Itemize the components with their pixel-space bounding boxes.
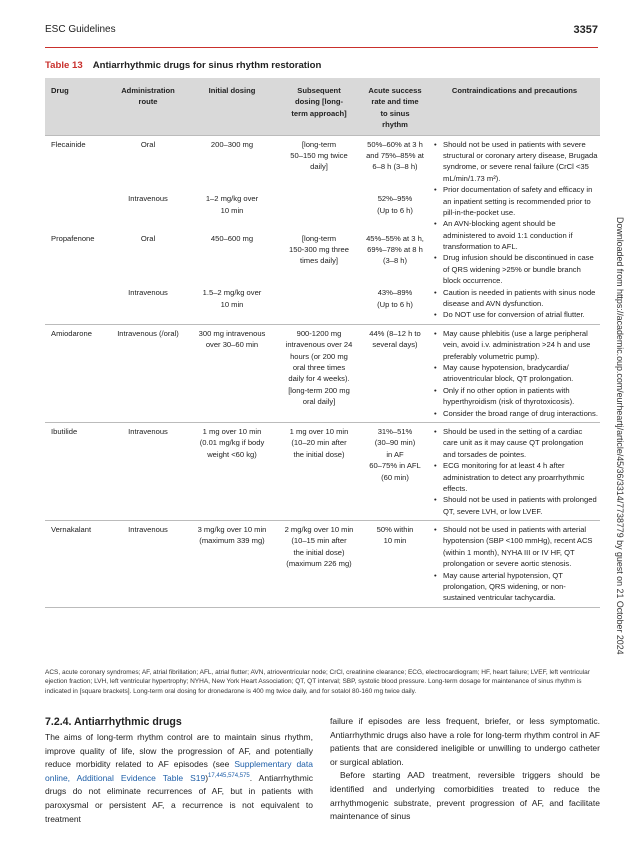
subsequent-cell: [long-term 150-300 mg three times daily] [289, 233, 349, 266]
download-watermark: Downloaded from https://academic.oup.com/eurheartj/article/45/36/3314/7738779 by guest on 21 October 2024 [615, 217, 625, 655]
route-cell: Intravenous [109, 521, 187, 608]
drug-name: Propafenone [51, 233, 95, 243]
list-item: • Should be used in the setting of a cardiac care unit as it may cause QT prolongation and torsades de pointes. [433, 426, 598, 460]
list-item: • Only if no other option in patients with hyperthyroidism (risk of thyrotoxicosis). [433, 385, 598, 408]
subsequent-cell: 1 mg over 10 min (10–20 min after the initial dose) [277, 422, 361, 520]
dosing-cell: 1 mg over 10 min (0.01 mg/kg if body weight <60 kg) [187, 422, 277, 520]
list-item: • Should not be used in patients with arterial hypotension (SBP <100 mmHg), recent ACS (within 1 month), NYHA III or IV HF, QT prolongation or severe aortic stenosis. [433, 524, 598, 570]
list-item: • Should not be used in patients with severe structural or coronary artery disease, Brugada syndrome, or severe renal failure (CrCl <35 mL/min/1.73 m²). [433, 139, 598, 185]
drug-name: Ibutilide [45, 422, 109, 520]
list-item: • May cause arterial hypotension, QT prolongation, QRS widening, or non-sustained ventricular tachycardia. [433, 570, 598, 604]
list-item: • Caution is needed in patients with sinus node disease and AVN dysfunction. [433, 287, 598, 310]
success-cell: 31%–51% (30–90 min) in AF 60–75% in AFL (60 min) [361, 422, 429, 520]
success-cell: 44% (8–12 h to several days) [361, 324, 429, 422]
route-cell: Oral [109, 135, 187, 190]
success-cell: 43%–89% (Up to 6 h) [377, 288, 413, 309]
success-cell: 50%–60% at 3 h and 75%–85% at 6–8 h (3–8 h) [361, 135, 429, 190]
journal-name: ESC Guidelines [45, 24, 116, 35]
header-route: Administration route [109, 78, 187, 135]
drug-name: Vernakalant [45, 521, 109, 608]
table-row-ibutilide [45, 422, 600, 520]
body-column-left [45, 731, 313, 826]
table-row-flecainide-oral [45, 135, 600, 190]
list-item: • ECG monitoring for at least 4 h after administration to detect any proarrhythmic effects. [433, 460, 598, 494]
subsequent-cell: 2 mg/kg over 10 min (10–15 min after the initial dose) (maximum 226 mg) [277, 521, 361, 608]
table-footnote: ACS, acute coronary syndromes; AF, atrial fibrillation; AFL, atrial flutter; AVN, atrioventricular node; CrCl, creatinine clearance; ECG, electrocardiogram; HF, heart failure; LVEF, left ventricular ejection fraction; LVH, left ventricular hypertrophy; NYHA, New York Heart Association; QT, QT interval; SBP, systolic blood pressure. Long-term dosage for maintenance of sinus rhythm is indicated in [square brackets]. Long-term oral dosing for dronedarone is 400 mg twice daily, and for sotalol 80-160 mg twice daily. [45, 669, 590, 695]
drug-name: Amiodarone [45, 324, 109, 422]
list-item: • May cause hypotension, bradycardia/ atrioventricular block, QT prolongation. [433, 362, 598, 385]
contraindications-cell [429, 422, 600, 520]
header-contraindications: Contraindications and precautions [429, 78, 600, 135]
section-heading: 7.2.4. Antiarrhythmic drugs [45, 716, 182, 728]
antiarrhythmic-table [45, 78, 600, 608]
list-item: • Do NOT use for conversion of atrial flutter. [433, 309, 598, 320]
subsequent-cell: 900-1200 mg intravenous over 24 hours (or 200 mg oral three times daily for 4 weeks). [long-term 200 mg oral daily] [277, 324, 361, 422]
paragraph: failure if episodes are less frequent, briefer, or less symptomatic. Antiarrhythmic drugs also have a role for long-term rhythm control in AF patients that are considered ineligible or unwilling to undergo catheter or surgical ablation. [330, 716, 600, 767]
route-cell: Intravenous [128, 288, 168, 298]
list-item: • Prior documentation of safety and efficacy in an inpatient setting is recommended prior to pill-in-the-pocket use. [433, 184, 598, 218]
header-drug: Drug [45, 78, 109, 135]
list-item: • Consider the broad range of drug interactions. [433, 408, 598, 419]
running-header [45, 24, 598, 48]
list-item: • Should not be used in patients with prolonged QT, severe LVH, or low LVEF. [433, 494, 598, 517]
table-label: Table 13 [45, 60, 83, 71]
header-dosing: Initial dosing [187, 78, 277, 135]
page-number: 3357 [573, 24, 598, 36]
contraindications-cell [429, 521, 600, 608]
success-cell: 52%–95% (Up to 6 h) [377, 194, 413, 215]
body-column-right [330, 715, 600, 824]
table-title: Antiarrhythmic drugs for sinus rhythm restoration [92, 60, 322, 71]
list-item: • Drug infusion should be discontinued in case of QRS widening >25% or bundle branch block occurrence. [433, 252, 598, 286]
table-header-row [45, 78, 600, 135]
header-success: Acute success rate and time to sinus rhythm [361, 78, 429, 135]
header-subsequent: Subsequent dosing [long- term approach] [277, 78, 361, 135]
route-cell: Intravenous [128, 194, 168, 204]
success-cell: 50% within 10 min [361, 521, 429, 608]
dosing-cell: 1.5–2 mg/kg over 10 min [202, 288, 262, 309]
subsequent-cell: [long-term 50–150 mg twice daily] [277, 135, 361, 190]
dosing-cell: 1–2 mg/kg over 10 min [205, 194, 259, 215]
table-row-vernakalant [45, 521, 600, 608]
list-item: • An AVN-blocking agent should be administered to avoid 1:1 conduction if transformation to AFL. [433, 218, 598, 252]
supplementary-link[interactable]: Supplementary data online, Additional Evidence Table S19 [45, 759, 313, 783]
success-cell: 45%–55% at 3 h, 69%–78% at 8 h (3–8 h) [366, 233, 424, 266]
route-cell: Intravenous [109, 422, 187, 520]
reference-citation[interactable]: 17,445,574,575 [208, 772, 250, 779]
paragraph: Before starting AAD treatment, reversible triggers should be identified and underlying comorbidities treated to reduce the arrhythmogenic substrate, prevent progression of AF, and facilitate maintenance of sinus [330, 770, 600, 822]
contraindications-cell [429, 324, 600, 422]
drug-name: Flecainide [45, 135, 109, 190]
list-item: • May cause phlebitis (use a large peripheral vein, avoid i.v. administration >24 h and use preferably volumetric pump). [433, 328, 598, 362]
paragraph: The aims of long-term rhythm control are to maintain sinus rhythm, improve quality of life, slow the progression of AF, and potentially reduce morbidity related to AF episodes (see Supplementary data online, Additional Evidence Table S19)$^{17,445,574,575}$. Antiarrhythmic drugs do not eliminate recurrences of AF, but in patients with paroxysmal or persistent AF, a recurrence is not equivalent to treatment [45, 732, 313, 824]
table-row-amiodarone [45, 324, 600, 422]
dosing-cell: 200–300 mg [187, 135, 277, 190]
table-caption [45, 60, 321, 71]
route-cell: Intravenous (/oral) [109, 324, 187, 422]
dosing-cell: 450–600 mg [210, 233, 254, 243]
route-cell: Oral [140, 233, 156, 243]
contraindications-cell [429, 135, 600, 324]
dosing-cell: 3 mg/kg over 10 min (maximum 339 mg) [187, 521, 277, 608]
dosing-cell: 300 mg intravenous over 30–60 min [187, 324, 277, 422]
